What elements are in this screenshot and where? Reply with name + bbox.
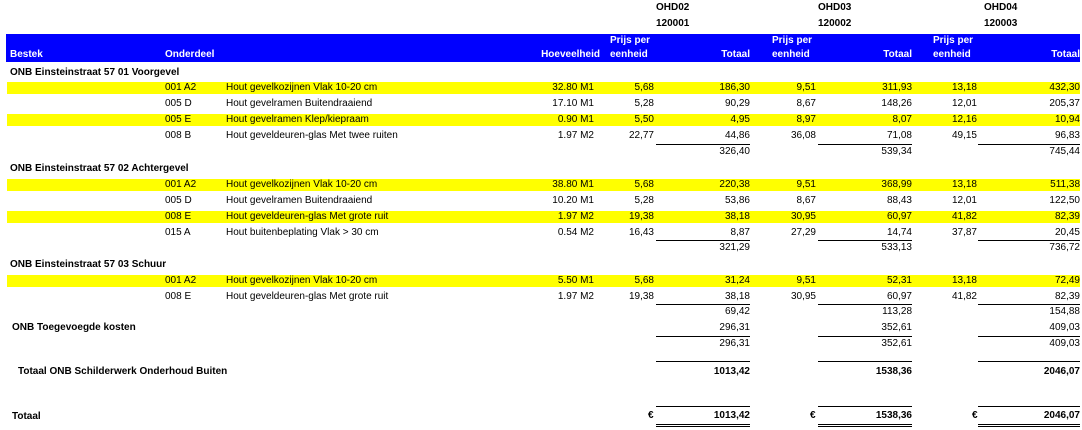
subtotal-1: 321,29 (719, 242, 750, 253)
subtotal-rule (818, 336, 912, 337)
double-underline (978, 426, 1080, 427)
row-price-3: 37,87 (951, 227, 977, 238)
row-total-1: 186,30 (719, 82, 750, 93)
row-total-2: 60,97 (886, 211, 912, 222)
row-total-3: 82,39 (1054, 291, 1080, 302)
row-total-3: 205,37 (1049, 98, 1080, 109)
row-description: Hout buitenbeplating Vlak > 30 cm (226, 227, 379, 238)
row-total-1: 8,87 (730, 227, 750, 238)
row-price-3: 12,01 (951, 98, 977, 109)
row-description: Hout geveldeuren-glas Met twee ruiten (226, 130, 398, 141)
subtotal-3: 736,72 (1049, 242, 1080, 253)
supplier-3-number: 120003 (984, 18, 1018, 29)
col-prijs-3b: eenheid (933, 49, 971, 60)
row-price-3: 41,82 (951, 211, 977, 222)
supplier-2-number: 120002 (818, 18, 852, 29)
subtotal-rule (656, 304, 750, 305)
row-total-1: 31,24 (724, 275, 750, 286)
row-description: Hout gevelramen Buitendraaiend (226, 98, 373, 109)
row-code: 005 D (165, 98, 192, 109)
row-price-2: 36,08 (790, 130, 816, 141)
row-total-2: 71,08 (886, 130, 912, 141)
row-total-1: 220,38 (719, 179, 750, 190)
section-title: ONB Einsteinstraat 57 03 Schuur (10, 259, 167, 270)
extra-cost-2: 352,61 (881, 322, 912, 333)
subtotal-2: 539,34 (881, 146, 912, 157)
subtotal-1: 69,42 (724, 306, 750, 317)
row-total-2: 14,74 (886, 227, 912, 238)
row-price-1: 19,38 (628, 211, 654, 222)
row-price-1: 16,43 (628, 227, 654, 238)
row-price-2: 30,95 (790, 291, 816, 302)
row-total-3: 10,94 (1054, 114, 1080, 125)
total-2: 1538,36 (875, 410, 912, 421)
row-price-2: 8,67 (796, 195, 816, 206)
row-quantity: 5.50 M1 (557, 275, 594, 286)
row-total-1: 38,18 (724, 291, 750, 302)
total-rule (978, 361, 1080, 362)
currency-symbol: € (810, 410, 816, 421)
currency-symbol: € (972, 410, 978, 421)
row-price-2: 9,51 (796, 82, 816, 93)
subtotal-rule (656, 240, 750, 241)
row-price-3: 49,15 (951, 130, 977, 141)
row-total-3: 20,45 (1054, 227, 1080, 238)
extra-subtotal-3: 409,03 (1049, 338, 1080, 349)
supplier-1-number: 120001 (656, 18, 690, 29)
row-code: 005 E (165, 114, 192, 125)
row-description: Hout gevelkozijnen Vlak 10-20 cm (226, 82, 378, 93)
row-price-2: 9,51 (796, 179, 816, 190)
subtotal-rule (978, 240, 1080, 241)
extra-cost-1: 296,31 (719, 322, 750, 333)
row-code: 008 E (165, 211, 192, 222)
row-total-2: 148,26 (881, 98, 912, 109)
grand-total-title: Totaal ONB Schilderwerk Onderhoud Buiten (18, 366, 228, 377)
row-total-3: 82,39 (1054, 211, 1080, 222)
row-price-3: 13,18 (951, 275, 977, 286)
col-prijs-2a: Prijs per (772, 35, 813, 46)
row-description: Hout gevelkozijnen Vlak 10-20 cm (226, 275, 378, 286)
row-code: 008 B (165, 130, 192, 141)
row-price-3: 41,82 (951, 291, 977, 302)
col-prijs-3a: Prijs per (933, 35, 974, 46)
total-rule (656, 406, 750, 407)
section-title: ONB Einsteinstraat 57 01 Voorgevel (10, 67, 180, 78)
supplier-1-code: OHD02 (656, 2, 690, 13)
row-price-2: 27,29 (790, 227, 816, 238)
row-description: Hout geveldeuren-glas Met grote ruit (226, 211, 389, 222)
col-onderdeel: Onderdeel (165, 49, 215, 60)
row-price-3: 12,16 (951, 114, 977, 125)
row-quantity: 0.54 M2 (557, 227, 594, 238)
subtotal-rule (656, 144, 750, 145)
col-prijs-2b: eenheid (772, 49, 810, 60)
row-code: 015 A (165, 227, 191, 238)
column-header-bar (6, 34, 1080, 62)
row-price-3: 13,18 (951, 82, 977, 93)
row-price-2: 8,67 (796, 98, 816, 109)
row-quantity: 10.20 M1 (552, 195, 594, 206)
subtotal-rule (978, 336, 1080, 337)
row-total-3: 96,83 (1054, 130, 1080, 141)
row-description: Hout gevelkozijnen Vlak 10-20 cm (226, 179, 378, 190)
total-rule (818, 361, 912, 362)
col-prijs-1b: eenheid (610, 49, 648, 60)
row-price-3: 13,18 (951, 179, 977, 190)
row-total-1: 38,18 (724, 211, 750, 222)
row-total-2: 311,93 (882, 82, 912, 93)
col-totaal-2: Totaal (883, 49, 912, 60)
col-totaal-3: Totaal (1051, 49, 1080, 60)
total-rule (818, 406, 912, 407)
row-price-1: 22,77 (628, 130, 654, 141)
row-total-2: 8,07 (892, 114, 912, 125)
double-underline (818, 424, 912, 425)
col-prijs-1a: Prijs per (610, 35, 651, 46)
total-rule (656, 361, 750, 362)
row-total-1: 53,86 (724, 195, 750, 206)
subtotal-2: 113,28 (882, 306, 912, 317)
double-underline (978, 424, 1080, 425)
row-price-2: 30,95 (790, 211, 816, 222)
row-description: Hout gevelramen Buitendraaiend (226, 195, 373, 206)
col-bestek: Bestek (10, 49, 43, 60)
row-quantity: 17.10 M1 (552, 98, 594, 109)
supplier-3-code: OHD04 (984, 2, 1018, 13)
extra-costs-title: ONB Toegevoegde kosten (12, 322, 136, 333)
row-total-1: 90,29 (724, 98, 750, 109)
subtotal-rule (978, 144, 1080, 145)
row-price-3: 12,01 (951, 195, 977, 206)
supplier-2-code: OHD03 (818, 2, 852, 13)
grand-total-3: 2046,07 (1043, 366, 1080, 377)
grand-total-2: 1538,36 (875, 366, 912, 377)
row-total-3: 511,38 (1050, 179, 1080, 190)
row-price-2: 9,51 (796, 275, 816, 286)
col-totaal-1: Totaal (721, 49, 750, 60)
row-total-3: 72,49 (1054, 275, 1080, 286)
row-total-1: 4,95 (730, 114, 750, 125)
subtotal-rule (818, 144, 912, 145)
currency-symbol: € (648, 410, 654, 421)
total-rule (978, 406, 1080, 407)
grand-total-1: 1013,42 (713, 366, 750, 377)
row-price-1: 5,28 (634, 195, 654, 206)
extra-subtotal-1: 296,31 (719, 338, 750, 349)
row-code: 001 A2 (165, 82, 197, 93)
row-description: Hout geveldeuren-glas Met grote ruit (226, 291, 389, 302)
row-quantity: 32.80 M1 (552, 82, 594, 93)
double-underline (818, 426, 912, 427)
row-price-1: 5,28 (634, 98, 654, 109)
col-hoeveelheid: Hoeveelheid (541, 49, 600, 60)
row-price-1: 5,68 (634, 179, 654, 190)
row-total-2: 60,97 (886, 291, 912, 302)
row-total-1: 44,86 (724, 130, 750, 141)
row-price-1: 5,68 (634, 82, 654, 93)
row-total-3: 122,50 (1049, 195, 1080, 206)
row-total-3: 432,30 (1049, 82, 1080, 93)
row-price-1: 5,50 (634, 114, 654, 125)
section-title: ONB Einsteinstraat 57 02 Achtergevel (10, 163, 189, 174)
row-total-2: 368,99 (881, 179, 912, 190)
total-title: Totaal (12, 411, 41, 422)
row-quantity: 1.97 M2 (557, 291, 594, 302)
total-1: 1013,42 (713, 410, 750, 421)
extra-cost-3: 409,03 (1049, 322, 1080, 333)
row-quantity: 1.97 M2 (557, 211, 594, 222)
row-quantity: 38.80 M1 (552, 179, 594, 190)
row-code: 008 E (165, 291, 192, 302)
double-underline (656, 424, 750, 425)
row-description: Hout gevelramen Klep/kiepraam (226, 114, 369, 125)
row-quantity: 0.90 M1 (557, 114, 594, 125)
subtotal-rule (818, 304, 912, 305)
double-underline (656, 426, 750, 427)
extra-subtotal-2: 352,61 (881, 338, 912, 349)
row-code: 001 A2 (165, 275, 197, 286)
subtotal-rule (818, 240, 912, 241)
row-code: 001 A2 (165, 179, 197, 190)
subtotal-3: 154,88 (1049, 306, 1080, 317)
row-code: 005 D (165, 195, 192, 206)
subtotal-3: 745,44 (1049, 146, 1080, 157)
row-quantity: 1.97 M2 (557, 130, 594, 141)
row-total-2: 52,31 (886, 275, 912, 286)
subtotal-1: 326,40 (719, 146, 750, 157)
subtotal-rule (978, 304, 1080, 305)
subtotal-rule (656, 336, 750, 337)
row-price-1: 19,38 (628, 291, 654, 302)
row-total-2: 88,43 (886, 195, 912, 206)
row-price-1: 5,68 (634, 275, 654, 286)
total-3: 2046,07 (1043, 410, 1080, 421)
row-price-2: 8,97 (796, 114, 816, 125)
subtotal-2: 533,13 (881, 242, 912, 253)
